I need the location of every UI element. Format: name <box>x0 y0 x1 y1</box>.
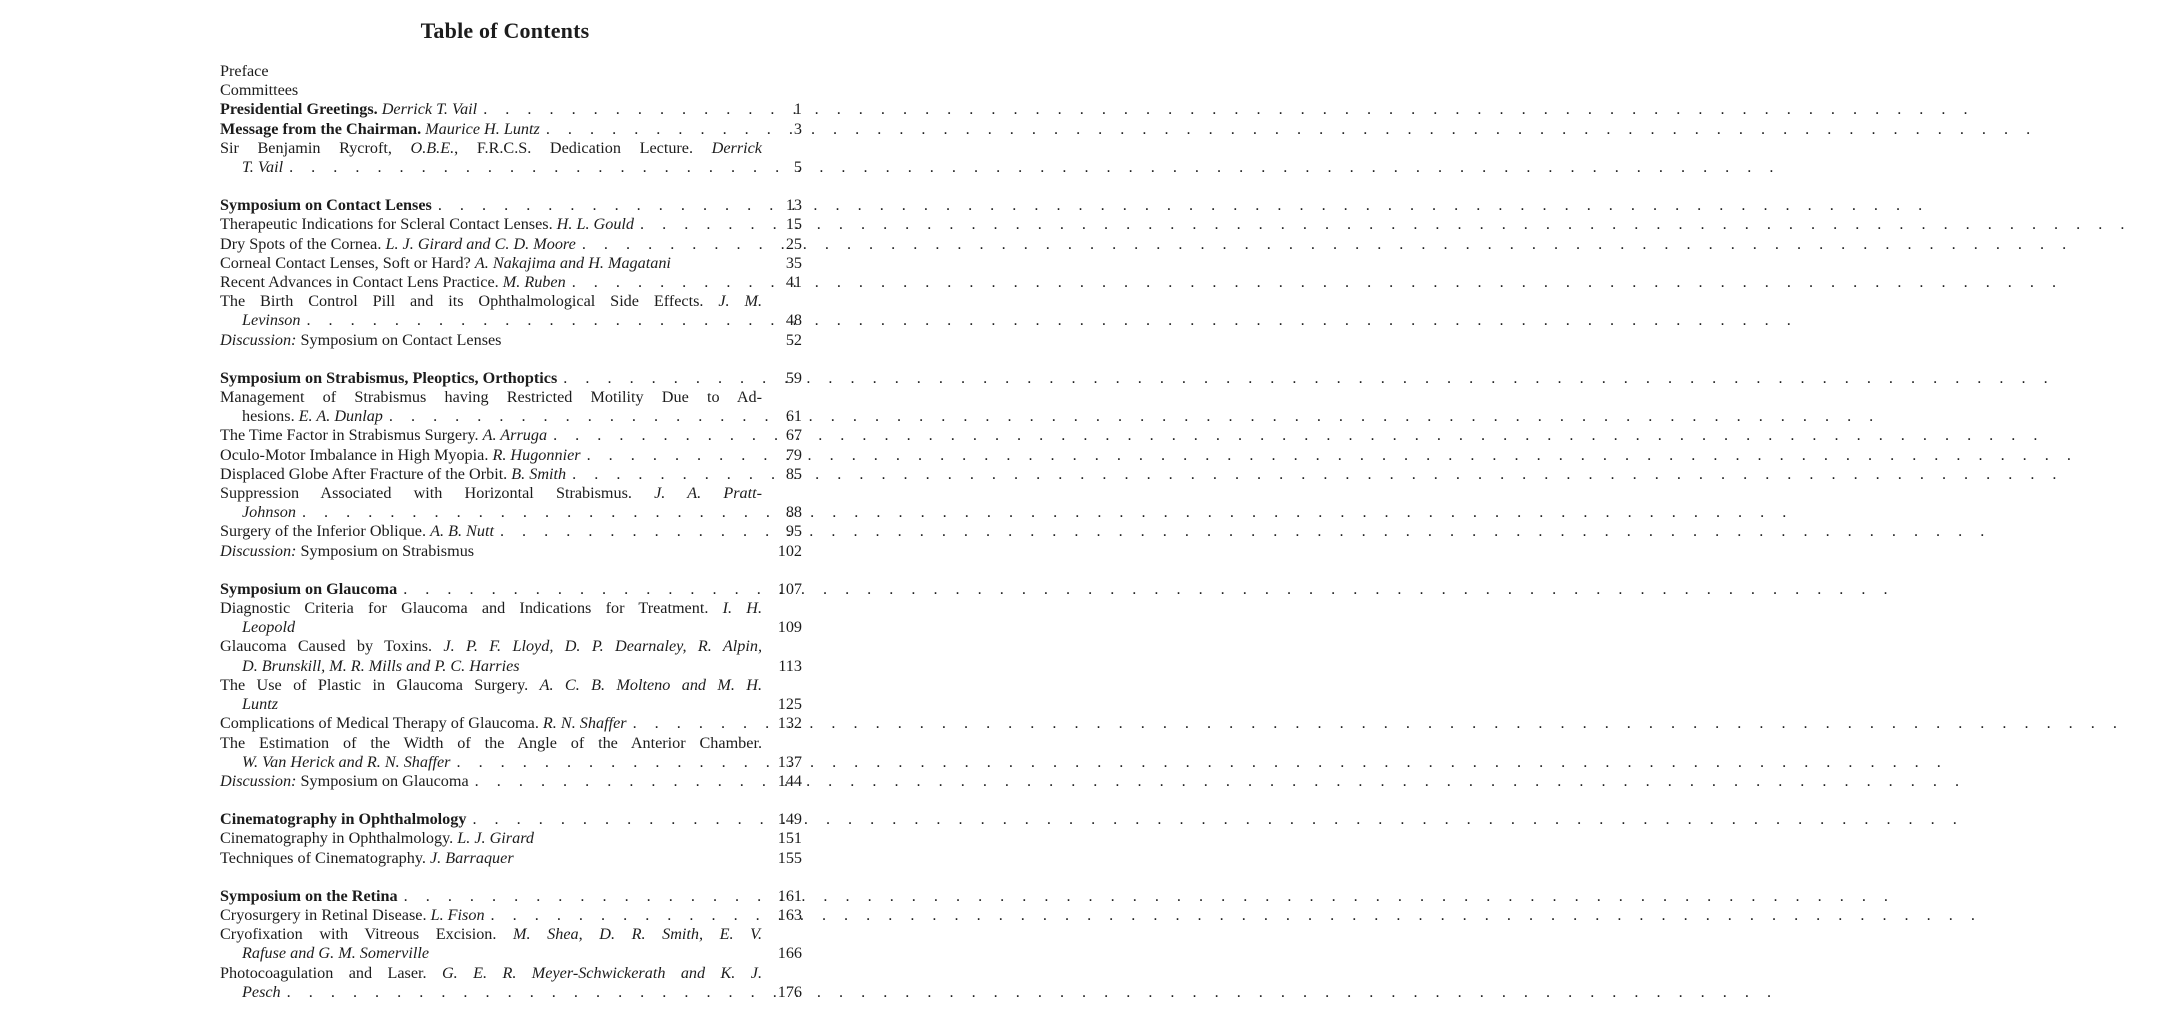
toc-entry: The Birth Control Pill and its Ophthalmological Side Effects. J. M. Levinson . . . 48 <box>220 292 802 330</box>
toc-entry: Techniques of Cinematography. J. Barraquer 155 <box>220 848 802 867</box>
page-number: 132 <box>777 714 802 733</box>
dot-leader <box>582 235 758 254</box>
toc-entry: Dry Spots of the Cornea. L. J. Girard and C. D. Moore . . . 25 <box>220 235 802 254</box>
toc-entry: The Time Factor in Strabismus Surgery. A. Arruga . . . 67 <box>220 426 802 445</box>
dot-leader <box>289 158 758 177</box>
dot-leader <box>640 215 758 234</box>
toc-entry: Suppression Associated with Horizontal Strabismus. J. A. Pratt- Johnson . . . 88 <box>220 484 802 522</box>
page-number: 13 <box>785 196 802 215</box>
page-number: 166 <box>777 944 802 963</box>
page-number: 1 <box>793 100 802 119</box>
toc-entry: Displaced Globe After Fracture of the Orbit. B. Smith . . . 85 <box>220 465 802 484</box>
page-number: 48 <box>785 311 802 330</box>
dot-leader <box>438 196 758 215</box>
dot-leader <box>287 983 758 1002</box>
toc-entry: The Estimation of the Width of the Angle of the Anterior Chamber. W. Van Herick and R. N. Shaffer . . . 137 <box>220 734 802 772</box>
toc-entry: Complications of Medical Therapy of Glaucoma. R. N. Shaffer . . . 132 <box>220 714 802 733</box>
page-number: 137 <box>777 752 802 771</box>
page-number: 61 <box>785 407 802 426</box>
dot-leader <box>302 503 758 522</box>
page-number: 102 <box>777 541 802 560</box>
dot-leader <box>563 369 758 388</box>
section-heading-glaucoma: Symposium on Glaucoma . . . 107 <box>220 580 802 599</box>
dot-leader <box>472 810 758 829</box>
toc-entry: Oculo-Motor Imbalance in High Myopia. R. Hugonnier . . . 79 <box>220 446 802 465</box>
toc-entry: Diagnostic Criteria for Glaucoma and Indications for Treatment. I. H. Leopold 109 <box>220 599 802 637</box>
section-heading-cinematography: Cinematography in Ophthalmology . . . 149 <box>220 810 802 829</box>
page-number: 85 <box>785 464 802 483</box>
toc-entry: Photocoagulation and Laser. G. E. R. Meyer-Schwickerath and K. J. Pesch . . . 176 <box>220 964 802 1002</box>
toc-entry: Therapeutic Indications for Scleral Contact Lenses. H. L. Gould . . . 15 <box>220 215 802 234</box>
toc-entry-committees: Committees <box>220 81 299 100</box>
dot-leader <box>389 407 758 426</box>
page-title: Table of Contents <box>420 18 590 43</box>
dot-leader <box>483 100 758 119</box>
page-number: 52 <box>785 330 802 349</box>
page-number: 144 <box>777 771 802 790</box>
page-number: 107 <box>777 579 802 598</box>
page-number: 5 <box>793 158 802 177</box>
toc-entry-discussion: Discussion: Symposium on Glaucoma . . . 144 <box>220 772 802 791</box>
page-number: 25 <box>785 234 802 253</box>
dot-leader <box>404 887 758 906</box>
section-heading-retina: Symposium on the Retina . . . 161 <box>220 887 802 906</box>
dot-leader <box>633 714 758 733</box>
toc-entry: Management of Strabismus having Restricted Motility Due to Ad- hesions. E. A. Dunlap . . . 61 <box>220 388 802 426</box>
page-number: 35 <box>785 253 802 272</box>
toc-entry: Surgery of the Inferior Oblique. A. B. Nutt . . . 95 <box>220 522 802 541</box>
page-number: 15 <box>785 215 802 234</box>
page-number: 109 <box>777 618 802 637</box>
section-heading-strabismus: Symposium on Strabismus, Pleoptics, Orthoptics . . . 59 <box>220 369 802 388</box>
toc-entry: Recent Advances in Contact Lens Practice. M. Ruben . . . 41 <box>220 273 802 292</box>
toc-entry-presidential-greetings: Presidential Greetings. Derrick T. Vail . . . 1 <box>220 100 802 119</box>
dot-leader <box>587 446 758 465</box>
page-number: 41 <box>785 273 802 292</box>
page-number: 3 <box>793 119 802 138</box>
page-number: 151 <box>777 829 802 848</box>
toc-entry-dedication-lecture: Sir Benjamin Rycroft, O.B.E., F.R.C.S. Dedication Lecture. Derrick T. Vail . . . 5 <box>220 139 802 177</box>
section-heading-contact-lenses: Symposium on Contact Lenses . . . 13 <box>220 196 802 215</box>
dot-leader <box>546 120 758 139</box>
page-number: 59 <box>785 368 802 387</box>
page-number: 176 <box>777 982 802 1001</box>
dot-leader <box>403 580 758 599</box>
dot-leader <box>491 906 758 925</box>
toc-entry: Corneal Contact Lenses, Soft or Hard? A. Nakajima and H. Magatani 35 <box>220 253 802 272</box>
page-number: 155 <box>777 848 802 867</box>
toc-list <box>220 62 802 1002</box>
toc-entry-discussion: Discussion: Symposium on Strabismus 102 <box>220 541 802 560</box>
toc-entry: Cryofixation with Vitreous Excision. M. Shea, D. R. Smith, E. V. Rafuse and G. M. Somerville 166 <box>220 925 802 963</box>
page-number: 125 <box>777 695 802 714</box>
page-number: 113 <box>778 656 802 675</box>
toc-entry: Cinematography in Ophthalmology. L. J. Girard 151 <box>220 829 802 848</box>
dot-leader <box>572 273 758 292</box>
dot-leader <box>456 753 758 772</box>
dot-leader <box>572 465 758 484</box>
page-number: 161 <box>777 886 802 905</box>
dot-leader <box>553 426 758 445</box>
page-number: 79 <box>785 445 802 464</box>
toc-entry-preface: Preface <box>220 62 269 80</box>
toc-entry: Glaucoma Caused by Toxins. J. P. F. Lloyd, D. P. Dearnaley, R. Alpin, D. Brunskill, M. R. Mills and P. C. Harries 113 <box>220 637 802 675</box>
page-number: 163 <box>777 905 802 924</box>
toc-entry: Cryosurgery in Retinal Disease. L. Fison . . . 163 <box>220 906 802 925</box>
page-number: 88 <box>785 503 802 522</box>
page-number: 149 <box>777 810 802 829</box>
dot-leader <box>500 522 758 541</box>
toc-entry-discussion: Discussion: Symposium on Contact Lenses 52 <box>220 330 802 349</box>
toc-entry: The Use of Plastic in Glaucoma Surgery. A. C. B. Molteno and M. H. Luntz 125 <box>220 675 802 714</box>
page-number: 95 <box>785 522 802 541</box>
toc-page <box>0 0 1024 1024</box>
page-number: 67 <box>785 426 802 445</box>
toc-entry-chairman-message: Message from the Chairman. Maurice H. Luntz . . . 3 <box>220 120 802 139</box>
dot-leader <box>306 311 758 330</box>
dot-leader <box>475 772 758 791</box>
